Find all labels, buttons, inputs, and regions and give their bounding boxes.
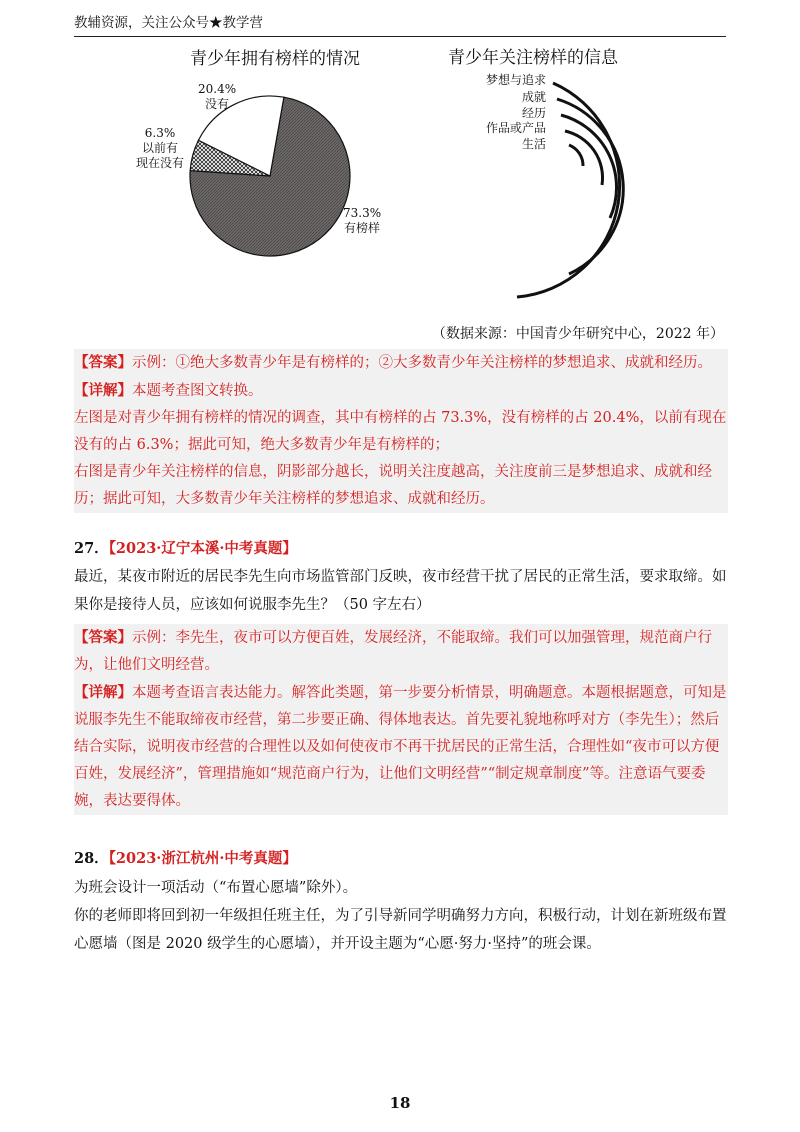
detail-tag: 【详解】 (74, 382, 132, 399)
q27-answer-block (74, 624, 728, 815)
q27-question: 最近，某夜市附近的居民李先生向市场监管部门反映，夜市经营干扰了居民的正常生活，要求取缔。如果你是接待人员，应该如何说服李先生？（50 字左右） (74, 569, 727, 613)
arc-label-experience: 经历 (522, 106, 547, 120)
arc-chart-title: 青少年关注榜样的信息 (448, 48, 618, 68)
arc-works (565, 131, 603, 185)
pie-label-none: 20.4% 没有 (198, 82, 237, 111)
arc-label-works: 作品或产品 (486, 121, 547, 135)
arc-label-life: 生活 (522, 137, 547, 151)
arc-label-dream: 梦想与追求 (486, 73, 547, 87)
pie-label-has: 73.3% 有榜样 (343, 206, 382, 235)
q27-title: 27．【2023·辽宁本溪·中考真题】 (74, 540, 297, 557)
arc-label-achievement: 成就 (522, 90, 547, 104)
detail-paragraph: 左图是对青少年拥有榜样的情况的调查，其中有榜样的占 73.3%，没有榜样的占 20.4%，以前有现在没有的占 6.3%；据此可知，绝大多数青少年是有榜样的； (74, 410, 727, 453)
detail-text: 本题考查图文转换。 (132, 383, 263, 399)
q26-answer-block (74, 349, 728, 513)
header-text: 教辅资源，关注公众号★教学营 (74, 15, 263, 31)
page-number: 18 (389, 1094, 411, 1112)
data-source: （数据来源：中国青少年研究中心，2022 年） (431, 326, 724, 342)
page-header (74, 12, 726, 37)
arc-life (569, 145, 583, 166)
q28-title: 28．【2023·浙江杭州·中考真题】 (74, 850, 297, 867)
q28-question: 为班会设计一项活动（“布置心愿墙”除外）。 你的老师即将回到初一年级担任班主任，为了引导新同学明确努力方向，积极行动，计划在新班级布置心愿墙（图是 2020 级学生的心愿墙），并开设主题为“心愿·努力·坚持”的班会课。 (74, 880, 727, 952)
detail-paragraph: 右图是青少年关注榜样的信息，阴影部分越长，说明关注度越高，关注度前三是梦想追求、成就和经历；据此可知，大多数青少年关注榜样的梦想追求、成就和经历。 (74, 464, 712, 507)
answer-text: 示例：①绝大多数青少年是有榜样的；②大多数青少年关注榜样的梦想追求、成就和经历。 (132, 355, 712, 371)
charts-area (0, 36, 800, 316)
arc-achievement (557, 99, 623, 274)
detail-tag: 【详解】 (74, 684, 132, 701)
arc-experience (561, 115, 617, 218)
arc-chart (0, 36, 800, 316)
pie-label-previously: 6.3% 以前有 现在没有 (136, 126, 185, 170)
answer-tag: 【答案】 (74, 629, 132, 646)
pie-chart-title: 青少年拥有榜样的情况 (190, 49, 360, 69)
detail-text: 本题考查语言表达能力。解答此类题，第一步要分析情景，明确题意。本题根据题意，可知是说服李先生不能取缔夜市经营，第二步要正确、得体地表达。首先要礼貌地称呼对方（李先生）；然后结合实际，说明夜市经营的合理性以及如何使夜市不再干扰居民的正常生活，合理性如“夜市可以方便百姓，发展经济”，管理措施如“规范商户行为，让他们文明经营”“制定规章制度”等。注意语气要委婉，表达要得体。 (74, 685, 727, 809)
answer-text: 示例：李先生，夜市可以方便百姓，发展经济，不能取缔。我们可以加强管理，规范商户行为，让他们文明经营。 (74, 630, 712, 673)
answer-tag: 【答案】 (74, 354, 132, 371)
